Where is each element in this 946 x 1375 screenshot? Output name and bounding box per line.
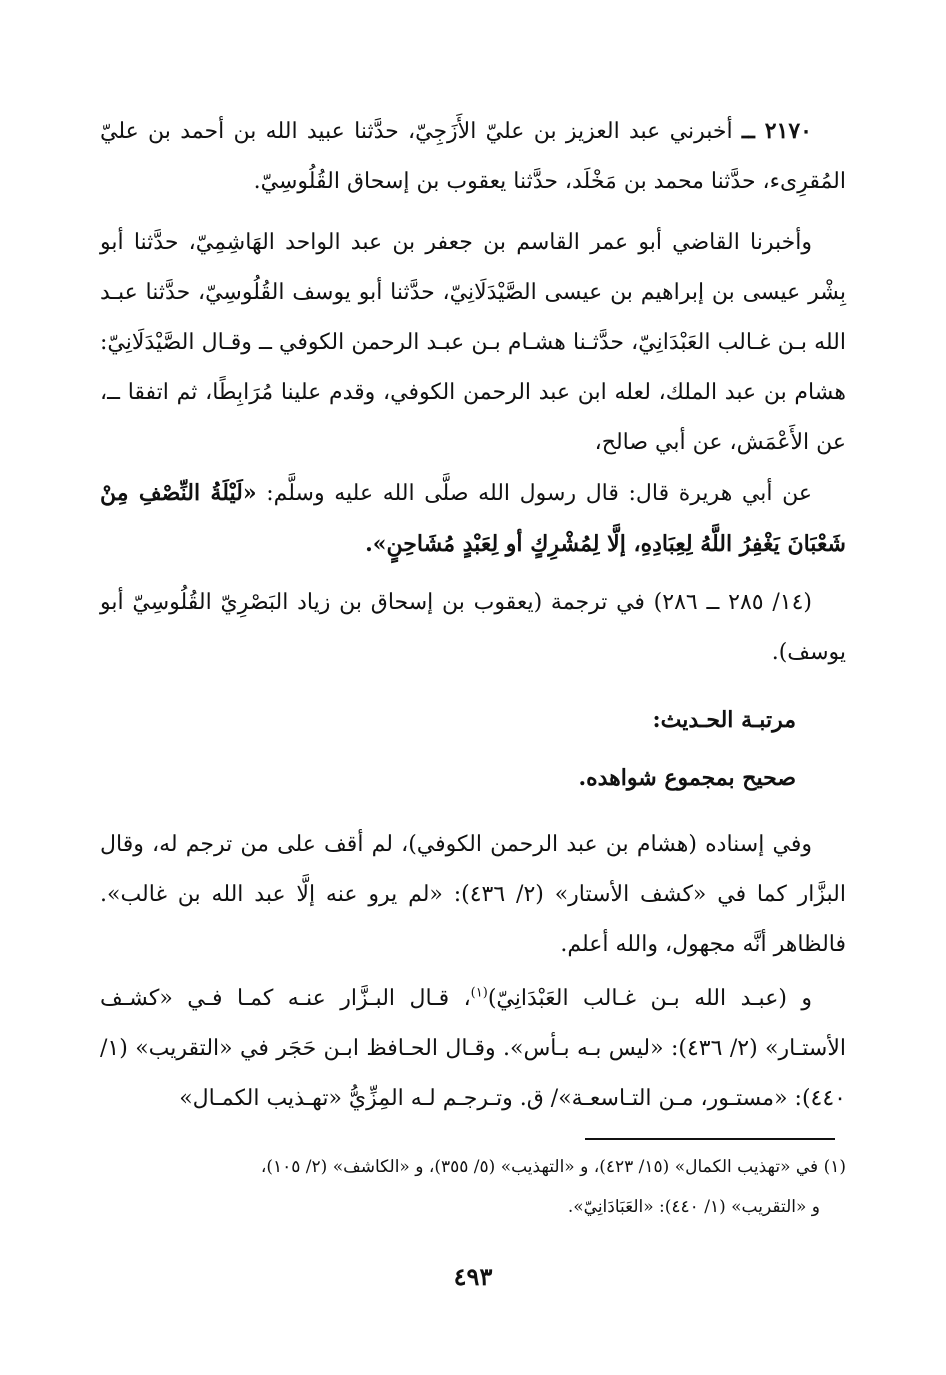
hadith-chain-1 <box>100 106 846 207</box>
footnote-separator <box>585 1138 835 1140</box>
page-number: ٤٩٣ <box>453 1262 493 1291</box>
discussion-paragraph-1: وفي إسناده (هشام بن عبد الرحمن الكوفي)، لم أقف على من ترجم له، وقال البزَّار كما في «كشف الأستار» (٢/ ٤٣٦): «لم يرو عنه إلَّا عبد الله بن غالب». فالظاهر أنَّه مجهول، والله أعلم. <box>100 832 847 957</box>
hadith-number: ٢١٧٠ ــ <box>741 118 812 144</box>
hadith-chain-1-text: أخبرني عبد العزيز بن عليّ الأَزَجِيّ، حدَّثنا عبيد الله بن أحمد بن عليّ المُقرِىء، حدَّثنا محمد بن مَخْلَد، حدَّثنا يعقوب بن إسحاق القُلُوسِيّ. <box>100 119 846 194</box>
footnote-line-1: (١) في «تهذيب الكمال» (١٥/ ٤٢٣)، و «التهذيب» (٥/ ٣٥٥)، و «الكاشف» (٢/ ١٠٥)، <box>260 1157 846 1177</box>
hadith-matn-paragraph <box>100 468 846 570</box>
hadith-matn-intro: عن أبي هريرة قال: قال رسول الله صلَّى الله عليه وسلَّم: <box>266 481 812 506</box>
footnote-marker[interactable]: (١) <box>470 985 488 1001</box>
discussion-paragraph-2 <box>100 974 846 1124</box>
footnotes <box>100 1147 846 1227</box>
discussion-paragraph-2-start: و (عبـد الله بـن غـالب العَبْدَانِيّ) <box>487 986 812 1011</box>
hadith-reference: (١٤/ ٢٨٥ ــ ٢٨٦) في ترجمة (يعقوب بن إسحاق بن زياد البَصْرِيّ القُلُوسِيّ أبو يوسف). <box>100 590 846 665</box>
grading-verdict: صحيح بمجموع شواهده. <box>578 765 796 791</box>
hadith-matn: «لَيْلَةُ النِّصْفِ مِنْ شَعْبَانَ يَغْفِرُ اللَّهُ لِعِبَادِهِ، إلَّا لِمُشْرِكٍ أو لِعَبْدٍ مُشَاحِنٍ». <box>100 480 846 557</box>
grading-heading: مرتبـة الحـديث: <box>652 707 796 733</box>
footnote-line-2: و «التقريب» (١/ ٤٤٠): «العَبَادَانِيّ». <box>567 1197 820 1217</box>
discussion-paragraph-2-rest: ، قـال البـزَّار عنـه كمـا فـي «كشـف الأستـار» (٢/ ٤٣٦): «ليس بـه بـأس». وقـال الحـافظ ابـن حَجَر في «التقريب» (١/ ٤٤٠): «مستـور، مـن التـاسعـة»/ ق. وتـرجـم لـه المِزِّيُّ «تهـذيب الكمـال» <box>100 986 847 1111</box>
hadith-chain-2: وأخبرنا القاضي أبو عمر القاسم بن جعفر بن عبد الواحد الهَاشِمِيّ، حدَّثنا أبو بِشْر عيسى بن إبراهيم بن عيسى الصَّيْدَلَانِيّ، حدَّثنا أبو يوسف القُلُوسِيّ، حدَّثنا عبـد الله بـن غـالب العَبْدَانِيّ، حدَّثـنا هشـام بـن عبـد الرحمن الكوفي ــ وقـال الصَّيْدَلَانِيّ: هشام بن عبد الملك، لعله ابن عبد الرحمن الكوفي، وقدم علينا مُرَابِطًا، ثم اتفقا ــ، عن الأَعْمَش، عن أبي صالح، <box>100 230 846 455</box>
